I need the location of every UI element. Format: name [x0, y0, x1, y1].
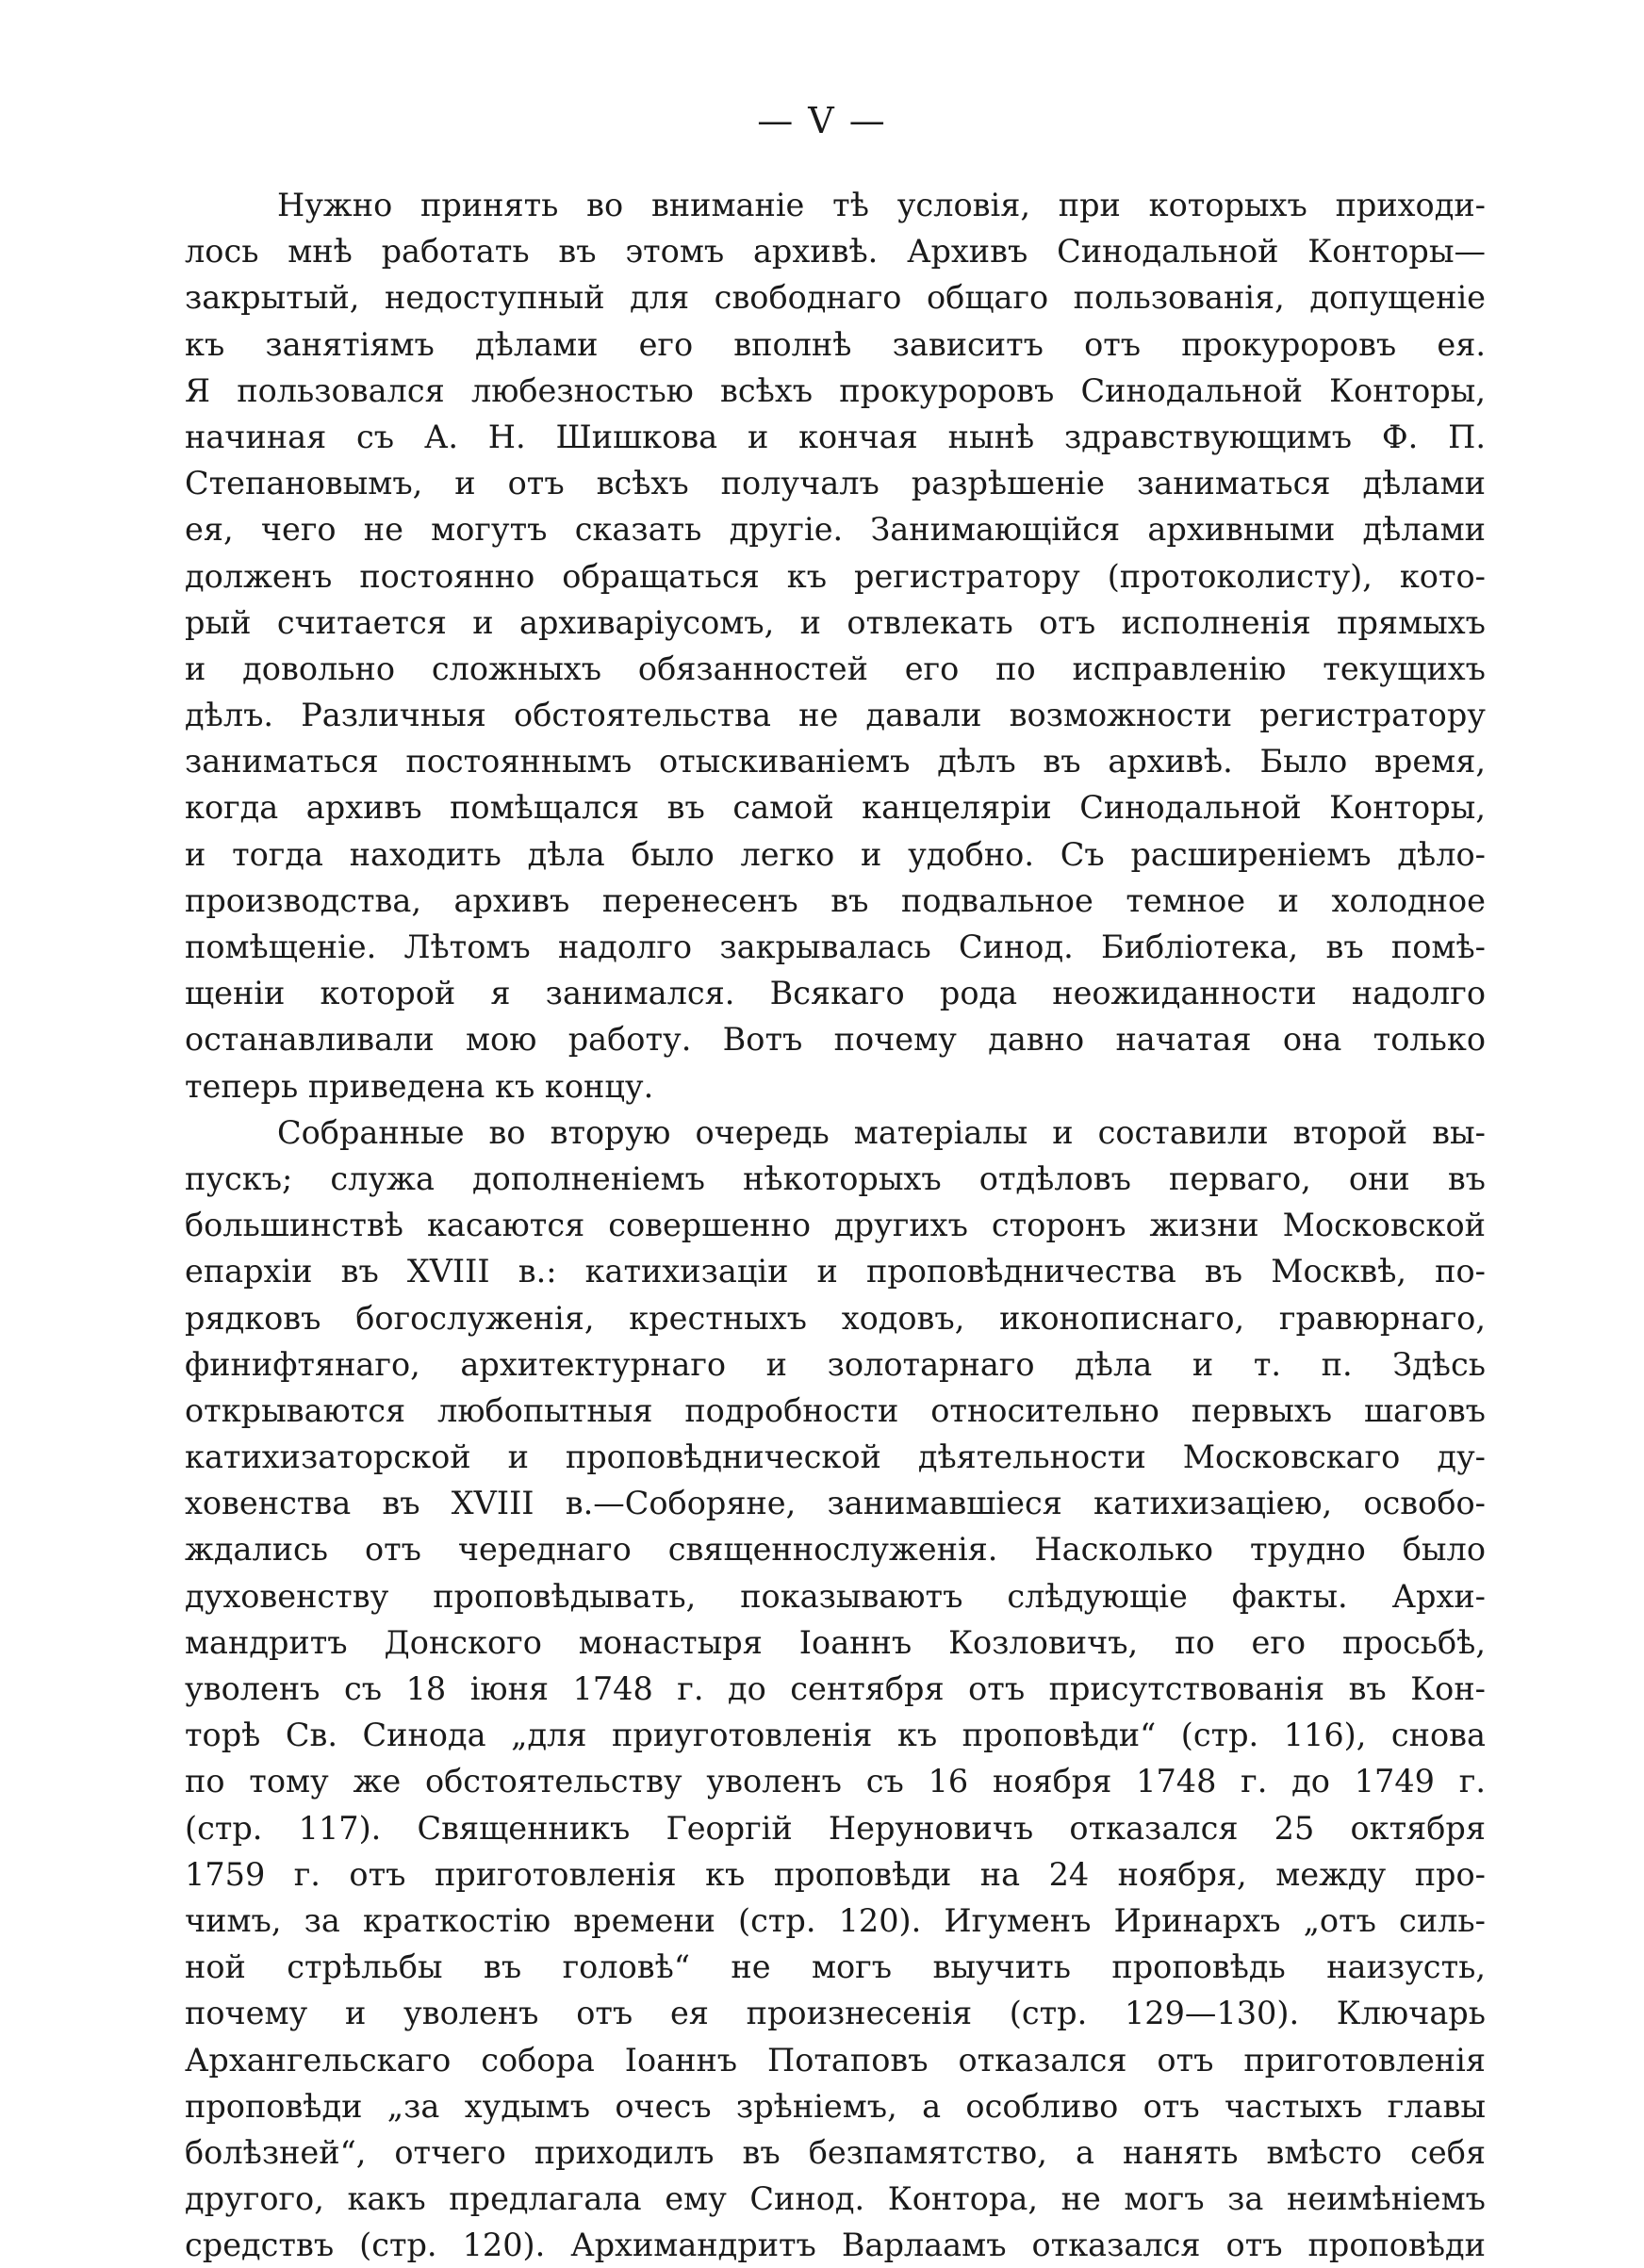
- text-line: епархіи въ XVIII в.: катихизаціи и проповѣдничества въ Москвѣ, по-: [185, 1253, 1486, 1290]
- text-line: мандритъ Донского монастыря Іоаннъ Козловичъ, по его просьбѣ,: [185, 1623, 1486, 1661]
- text-line: къ занятіямъ дѣлами его вполнѣ зависитъ отъ прокуроровъ ея.: [185, 325, 1486, 363]
- paragraph: [185, 182, 1486, 1109]
- text-line: Степановымъ, и отъ всѣхъ получалъ разрѣшеніе заниматься дѣлами: [185, 465, 1486, 502]
- text-line: закрытый, недоступный для свободнаго общаго пользованія, допущеніе: [185, 279, 1486, 317]
- text-body: [185, 182, 1486, 2268]
- text-line: финифтянаго, архитектурнаго и золотарнаго дѣла и т. п. Здѣсь: [185, 1345, 1486, 1383]
- text-line: большинствѣ касаются совершенно другихъ сторонъ жизни Московской: [185, 1207, 1486, 1244]
- text-line: ждались отъ череднаго священнослуженія. Насколько трудно было: [185, 1531, 1486, 1569]
- text-line: ной стрѣльбы въ головѣ“ не могъ выучить проповѣдь наизусть,: [185, 1948, 1486, 1986]
- text-line: и довольно сложныхъ обязанностей его по исправленію текущихъ: [185, 649, 1486, 687]
- text-line: и тогда находить дѣла было легко и удобно. Съ расширеніемъ дѣло-: [185, 835, 1486, 873]
- text-line: ея, чего не могутъ сказать другіе. Занимающійся архивными дѣлами: [185, 511, 1486, 549]
- text-line: лось мнѣ работать въ этомъ архивѣ. Архивъ Синодальной Конторы—: [185, 233, 1486, 271]
- text-line: почему и уволенъ отъ ея произнесенія (стр. 129—130). Ключарь: [185, 1995, 1486, 2032]
- paragraph: [185, 1109, 1486, 2268]
- page-number: — V —: [757, 100, 887, 141]
- text-line: Нужно принять во вниманіе тѣ условія, при которыхъ приходи-: [277, 187, 1486, 223]
- text-line: болѣзней“, отчего приходилъ въ безпамятство, а нанять вмѣсто себя: [185, 2133, 1486, 2171]
- text-line: дѣлъ. Различныя обстоятельства не давали возможности регистратору: [185, 697, 1486, 734]
- text-line: останавливали мою работу. Вотъ почему давно начатая она только: [185, 1021, 1486, 1059]
- text-line: производства, архивъ перенесенъ въ подвальное темное и холодное: [185, 881, 1486, 919]
- text-line: торѣ Св. Синода „для приуготовленія къ проповѣди“ (стр. 116), снова: [185, 1717, 1486, 1754]
- text-line: щеніи которой я занимался. Всякаго рода неожиданности надолго: [185, 975, 1486, 1012]
- text-line: заниматься постояннымъ отыскиваніемъ дѣлъ въ архивѣ. Было время,: [185, 743, 1486, 781]
- text-line: открываются любопытныя подробности относительно первыхъ шаговъ: [185, 1391, 1486, 1429]
- text-line: когда архивъ помѣщался въ самой канцеляріи Синодальной Конторы,: [185, 789, 1486, 827]
- text-line: по тому же обстоятельству уволенъ съ 16 ноября 1748 г. до 1749 г.: [185, 1763, 1486, 1800]
- text-line: рый считается и архиваріусомъ, и отвлекать отъ исполненія прямыхъ: [185, 603, 1486, 641]
- text-line: Собранные во вторую очередь матеріалы и составили второй вы-: [277, 1113, 1486, 1151]
- text-line: катихизаторской и проповѣднической дѣятельности Московскаго ду-: [185, 1438, 1486, 1476]
- text-line: Архангельскаго собора Іоаннъ Потаповъ отказался отъ приготовленія: [185, 2041, 1486, 2079]
- text-line: 1759 г. отъ приготовленія къ проповѣди на 24 ноября, между про-: [185, 1855, 1486, 1893]
- text-line: другого, какъ предлагала ему Синод. Контора, не могъ за неимѣніемъ: [185, 2180, 1486, 2218]
- text-line: ховенства въ XVIII в.—Соборяне, занимавшіеся катихизаціею, освобо-: [185, 1485, 1486, 1522]
- text-line: начиная съ А. Н. Шишкова и кончая нынѣ здравствующимъ Ф. П.: [185, 418, 1486, 455]
- text-line: помѣщеніе. Лѣтомъ надолго закрывалась Синод. Библіотека, въ помѣ-: [185, 929, 1486, 965]
- text-line: теперь приведена къ концу.: [185, 1067, 654, 1105]
- text-line: (стр. 117). Священникъ Георгій Неруновичъ отказался 25 октября: [185, 1809, 1486, 1847]
- text-line: Я пользовался любезностью всѣхъ прокуроровъ Синодальной Конторы,: [185, 371, 1486, 409]
- text-line: духовенству проповѣдывать, показываютъ слѣдующіе факты. Архи-: [185, 1577, 1486, 1615]
- text-line: пускъ; служа дополненіемъ нѣкоторыхъ отдѣловъ перваго, они въ: [185, 1159, 1486, 1197]
- text-line: долженъ постоянно обращаться къ регистратору (протоколисту), кото-: [185, 557, 1486, 595]
- text-line: проповѣди „за худымъ очесъ зрѣніемъ, а особливо отъ частыхъ главы: [185, 2087, 1486, 2125]
- text-line: чимъ, за краткостію времени (стр. 120). Игуменъ Иринархъ „отъ силь-: [185, 1901, 1486, 1939]
- text-line: рядковъ богослуженія, крестныхъ ходовъ, иконописнаго, гравюрнаго,: [185, 1299, 1486, 1337]
- text-line: уволенъ съ 18 іюня 1748 г. до сентября отъ присутствованія въ Кон-: [185, 1670, 1486, 1707]
- text-line: средствъ (стр. 120). Архимандритъ Варлаамъ отказался отъ проповѣди: [185, 2227, 1486, 2264]
